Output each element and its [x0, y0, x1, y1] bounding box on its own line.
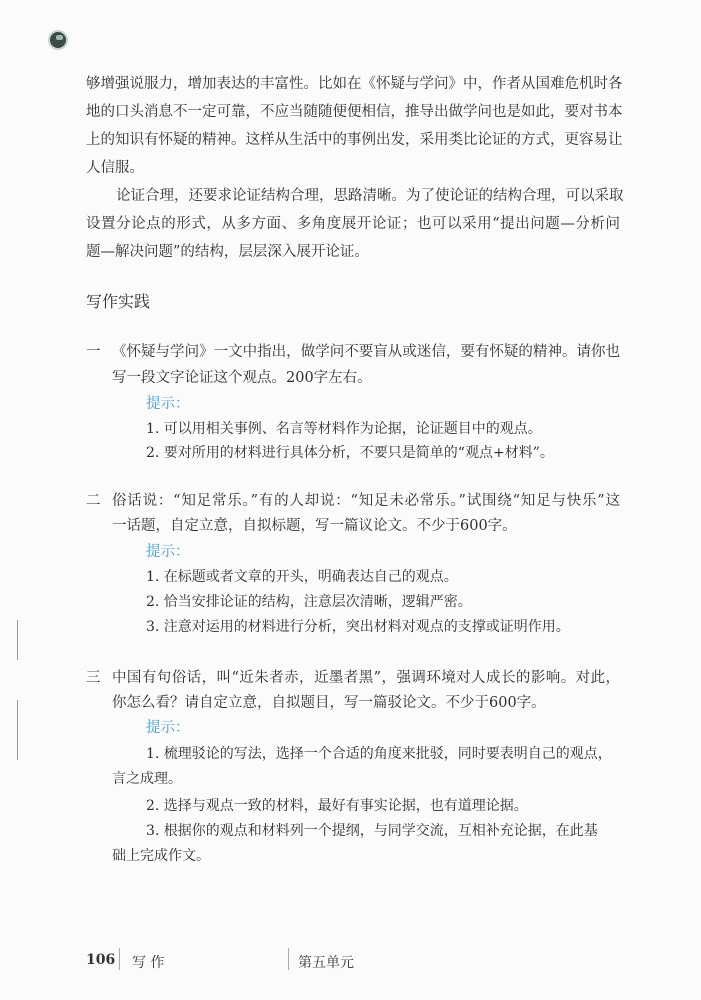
publisher-logo-icon: [48, 30, 68, 50]
hint-item: 2. 选择与观点一致的材料，最好有事实论据，也有道理论据。: [146, 798, 528, 814]
hint-label: 提示：: [146, 396, 190, 412]
exercise-line: 俗话说：“知足常乐。”有的人却说：“知足未必常乐。”试围绕“知足与快乐”这: [112, 493, 620, 509]
page-number: 106: [86, 952, 116, 968]
hint-item: 础上完成作文。: [112, 848, 210, 864]
footer-divider: [119, 948, 120, 970]
hint-item: 1. 在标题或者文章的开头，明确表达自己的观点。: [146, 569, 458, 585]
footer-section: 写 作: [132, 955, 165, 971]
hint-item: 1. 可以用相关事例、名言等材料作为论据，论证题目中的观点。: [146, 421, 542, 437]
body-line: 设置分论点的形式，从多方面、多角度展开论证；也可以采用“提出问题—分析问: [86, 216, 620, 232]
hint-item: 3. 根据你的观点和材料列一个提纲，与同学交流，互相补充论据，在此基: [146, 823, 598, 839]
footer-unit: 第五单元: [298, 955, 354, 971]
exercise-number: 三: [86, 670, 101, 686]
section-title: 写作实践: [86, 292, 151, 311]
exercise-line: 中国有句俗话，叫“近朱者赤，近墨者黑”，强调环境对人成长的影响。对此，: [112, 670, 620, 686]
hint-item: 1. 梳理驳论的写法，选择一个合适的角度来批驳，同时要表明自己的观点，: [146, 746, 612, 762]
body-line: 上的知识有怀疑的精神。这样从生活中的事例出发，采用类比论证的方式，更容易让: [86, 132, 623, 148]
body-line: 地的口头消息不一定可靠，不应当随随便便相信，推导出做学问也是如此，要对书本: [86, 104, 623, 120]
exercise-line: 一话题，自定立意，自拟标题，写一篇议论文。不少于600字。: [112, 518, 517, 534]
hint-item: 2. 要对所用的材料进行具体分析，不要只是简单的“观点+材料”。: [146, 445, 554, 461]
scan-mark: [17, 620, 18, 660]
body-line: 题—解决问题”的结构，层层深入展开论证。: [86, 244, 369, 260]
hint-item: 言之成理。: [112, 771, 182, 787]
exercise-line: 《怀疑与学问》一文中指出，做学问不要盲从或迷信，要有怀疑的精神。请你也: [112, 344, 620, 360]
exercise-line: 你怎么看？请自定立意，自拟题目，写一篇驳论文。不少于600字。: [112, 695, 546, 711]
exercise-line: 写一段文字论证这个观点。200字左右。: [112, 370, 372, 386]
exercise-number: 一: [86, 344, 101, 360]
footer-divider: [288, 948, 289, 970]
body-line: 人信服。: [86, 160, 144, 176]
hint-label: 提示：: [146, 720, 190, 736]
scan-mark: [17, 700, 18, 760]
hint-item: 3. 注意对运用的材料进行分析，突出材料对观点的支撑或证明作用。: [146, 619, 570, 635]
exercise-number: 二: [86, 493, 101, 509]
body-line: 够增强说服力，增加表达的丰富性。比如在《怀疑与学问》中，作者从国难危机时各: [86, 76, 623, 92]
hint-item: 2. 恰当安排论证的结构，注意层次清晰，逻辑严密。: [146, 594, 472, 610]
body-line: 论证合理，还要求论证结构合理，思路清晰。为了使论证的结构合理，可以采取: [116, 188, 624, 204]
hint-label: 提示：: [146, 544, 190, 560]
